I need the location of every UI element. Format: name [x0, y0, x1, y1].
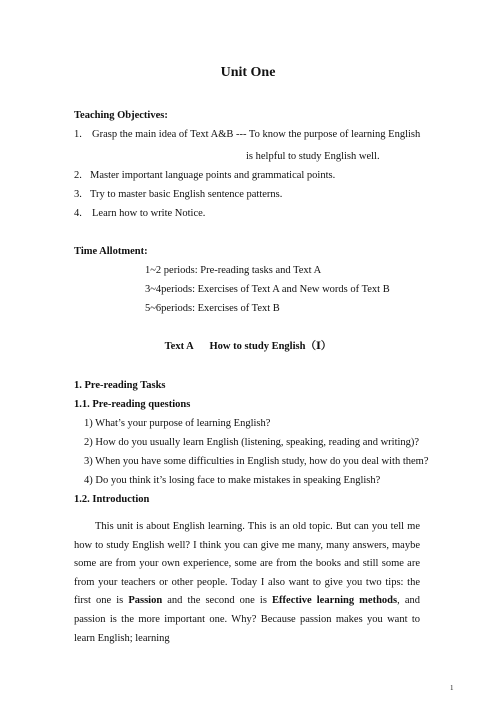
page-title: Unit One: [220, 65, 276, 80]
objective-1-text: Grasp the main idea of Text A&B --- To know the purpose of learning English: [92, 129, 421, 140]
introduction-paragraph: [74, 518, 420, 648]
objective-3-text: Try to master basic English sentence patterns.: [90, 189, 283, 200]
subsection-heading-questions: 1.1. Pre-reading questions: [74, 399, 191, 410]
text-a-label: Text A: [164, 341, 194, 352]
objective-4-text: Learn how to write Notice.: [92, 208, 206, 219]
objective-2-number: 2.: [74, 170, 82, 181]
text-a-suffix: （Ⅰ）: [305, 341, 332, 352]
allotment-item-1: 1~2 periods: Pre-reading tasks and Text A: [145, 265, 322, 276]
objectives-heading: Teaching Objectives:: [74, 110, 168, 121]
allotment-item-3: 5~6periods: Exercises of Text B: [145, 303, 280, 314]
time-allotment-heading: Time Allotment:: [74, 246, 148, 257]
intro-bold-passion: Passion: [128, 595, 163, 607]
section-heading-pre-reading: 1. Pre-reading Tasks: [74, 380, 166, 391]
page-number: 1: [450, 684, 454, 692]
question-1: 1) What’s your purpose of learning English?: [84, 418, 271, 429]
intro-text-part-2: and the second one is: [162, 595, 273, 607]
objective-4-number: 4.: [74, 208, 82, 219]
question-3: 3) When you have some difficulties in English study, how do you deal with them?: [84, 456, 429, 467]
text-a-heading: [0, 340, 496, 353]
objective-1-number: 1.: [74, 129, 82, 140]
intro-text-part-1: This unit is about English learning. This is an old topic. But can you tell me how to study English well? I think you can give me many, many answers, maybe some are from your own experience, some are from the books and still some are from your teachers or other people. Today I also want to give you two tips: the first one is: [74, 521, 420, 607]
question-4: 4) Do you think it’s losing face to make mistakes in speaking English?: [84, 475, 381, 486]
subsection-heading-introduction: 1.2. Introduction: [74, 494, 150, 505]
intro-bold-methods: Effective learning methods: [272, 595, 398, 607]
question-2: 2) How do you usually learn English (listening, speaking, reading and writing)?: [84, 437, 420, 448]
objective-2-text: Master important language points and grammatical points.: [90, 170, 336, 181]
allotment-item-2: 3~4periods: Exercises of Text A and New words of Text B: [145, 284, 390, 295]
objective-1-continuation: is helpful to study English well.: [246, 151, 380, 162]
intro-text-part-3: , and passion is the more important one. Why? Because passion makes you want to learn English; learning: [74, 595, 420, 644]
objective-3-number: 3.: [74, 189, 82, 200]
text-a-title: How to study English: [209, 341, 306, 352]
